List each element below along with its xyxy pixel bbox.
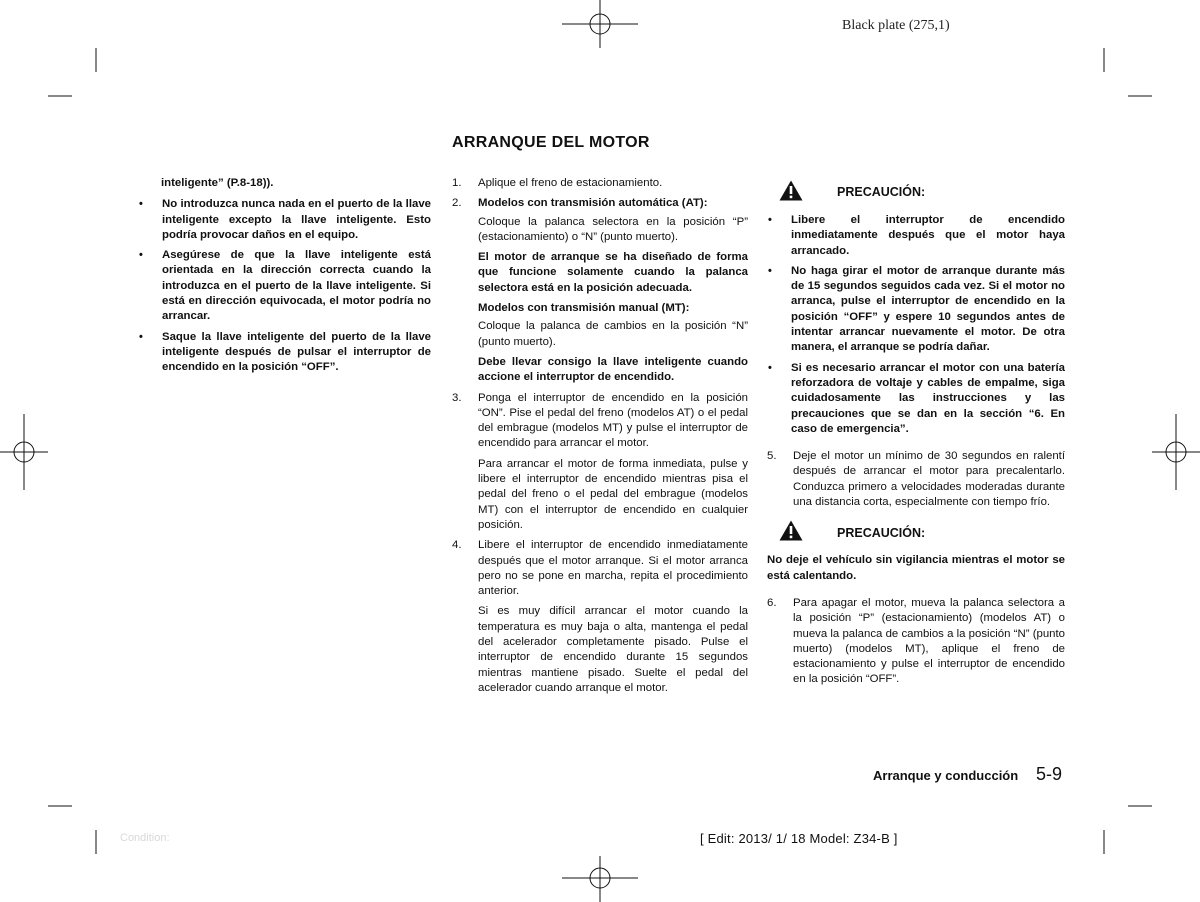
bullet-icon: • bbox=[139, 330, 143, 343]
bullet-icon: • bbox=[139, 249, 143, 262]
paragraph: Para arrancar el motor de forma inmediata, pulse y libere el interruptor de encendido mientras pisa el pedal del freno o el pedal del embrague (modelos MT) con el interruptor de encendido en cualquier posición. bbox=[478, 457, 748, 531]
bullet-icon: • bbox=[768, 264, 772, 277]
list-item: • No haga girar el motor de arranque durante más de 15 segundos seguidos cada vez. Si el motor no arranca, pulse el interruptor de encendido en la posición “OFF” y espere 10 segundos antes de intentar arrancar nuevamente el motor. De otra manera, el arranque se podría dañar. bbox=[767, 264, 1065, 356]
plate-label: Black plate (275,1) bbox=[842, 18, 950, 33]
paragraph: El motor de arranque se ha diseñado de forma que funcione solamente cuando la palanca selectora está en la posición adecuada. bbox=[478, 251, 748, 294]
section-title: ARRANQUE DEL MOTOR bbox=[452, 134, 650, 151]
registration-mark-right bbox=[1152, 414, 1200, 490]
warning-triangle-icon bbox=[767, 180, 837, 206]
warning-triangle-icon bbox=[767, 520, 837, 546]
bullet-icon: • bbox=[768, 361, 772, 374]
caution-header: PRECAUCIÓN: bbox=[767, 182, 1065, 204]
column-right bbox=[767, 182, 1065, 693]
footer-section-name: Arranque y conducción bbox=[873, 768, 1019, 783]
bullet-icon: • bbox=[768, 214, 772, 226]
registration-mark-bottom bbox=[562, 856, 638, 902]
step-3: 3. Ponga el interruptor de encendido en la posición “ON”. Pise el pedal del freno (modelos AT) o el pedal del embrague (modelos MT) y pulse el interruptor de encendido para arrancar el motor. bbox=[452, 391, 748, 450]
step-5: 5. Deje el motor un mínimo de 30 segundos en ralentí después de arrancar el motor para precalentarlo. Conduzca primero a velocidades moderadas durante una distancia corta, especialmente con tiempo frío. bbox=[767, 450, 1065, 509]
edit-info: [ Edit: 2013/ 1/ 18 Model: Z34-B ] bbox=[700, 831, 898, 846]
continued-text: inteligente” (P.8-18)). bbox=[161, 177, 274, 189]
paragraph: Coloque la palanca de cambios en la posición “N” (punto muerto). bbox=[478, 320, 748, 348]
registration-mark-top bbox=[562, 0, 638, 48]
paragraph: Debe llevar consigo la llave inteligente cuando accione el interruptor de encendido. bbox=[478, 355, 748, 384]
list-item: • Asegúrese de que la llave inteligente está orientada en la dirección correcta cuando la introduzca en el puerto de la llave inteligente. Si está en dirección equivocada, el motor podría no arrancar. bbox=[138, 248, 431, 324]
step-1: 1. Aplique el freno de estacionamiento. bbox=[452, 177, 663, 189]
registration-mark-left bbox=[0, 414, 48, 490]
step-6: 6. Para apagar el motor, mueva la palanca selectora a la posición “P” (estacionamiento) (modelos AT) o mueva la palanca de cambios a la posición “N” (punto muerto) (modelos MT), aplique el freno de estacionamiento y pulse el interruptor de encendido en la posición “OFF”. bbox=[767, 596, 1065, 686]
bullet-icon: • bbox=[139, 198, 143, 211]
page-number: 5-9 bbox=[1036, 764, 1063, 784]
caution-text: No deje el vehículo sin vigilancia mientras el motor se está calentando. bbox=[767, 554, 1065, 582]
list-item: • No introduzca nunca nada en el puerto de la llave inteligente excepto la llave inteligente. Esto podría provocar daños en el equipo. bbox=[138, 197, 431, 243]
paragraph: Coloque la palanca selectora en la posición “P” (estacionamiento) o “N” (punto muerto). bbox=[478, 215, 748, 243]
column-middle bbox=[452, 176, 748, 701]
caution-header: PRECAUCIÓN: bbox=[767, 522, 1065, 544]
list-item: • Libere el interruptor de encendido inmediatamente después que el motor haya arrancado. bbox=[767, 213, 1065, 259]
list-item: • Si es necesario arrancar el motor con una batería reforzadora de voltaje y cables de empalme, siga cuidadosamente las instrucciones y las precauciones que se dan en la sección “6. En caso de emergencia”. bbox=[767, 361, 1065, 437]
step-2: 2. Modelos con transmisión automática (AT): bbox=[452, 197, 708, 210]
column-left bbox=[138, 176, 431, 381]
step-4: 4. Libere el interruptor de encendido inmediatamente después que el motor arranque. Si el motor arranca pero no se pone en marcha, repita el procedimiento anterior. bbox=[452, 539, 748, 598]
condition-label: Condition: bbox=[120, 832, 170, 844]
subheading: Modelos con transmisión manual (MT): bbox=[478, 302, 690, 315]
paragraph: Si es muy difícil arrancar el motor cuando la temperatura es muy baja o alta, mantenga el pedal del acelerador completamente pisado. Pulse el interruptor de encendido durante 15 segundos mientras mantiene pisado. Suelte el pedal del acelerador cuando arranque el motor. bbox=[478, 605, 748, 694]
list-item: • Saque la llave inteligente del puerto de la llave inteligente después de pulsar el interruptor de encendido en la posición “OFF”. bbox=[138, 330, 431, 376]
